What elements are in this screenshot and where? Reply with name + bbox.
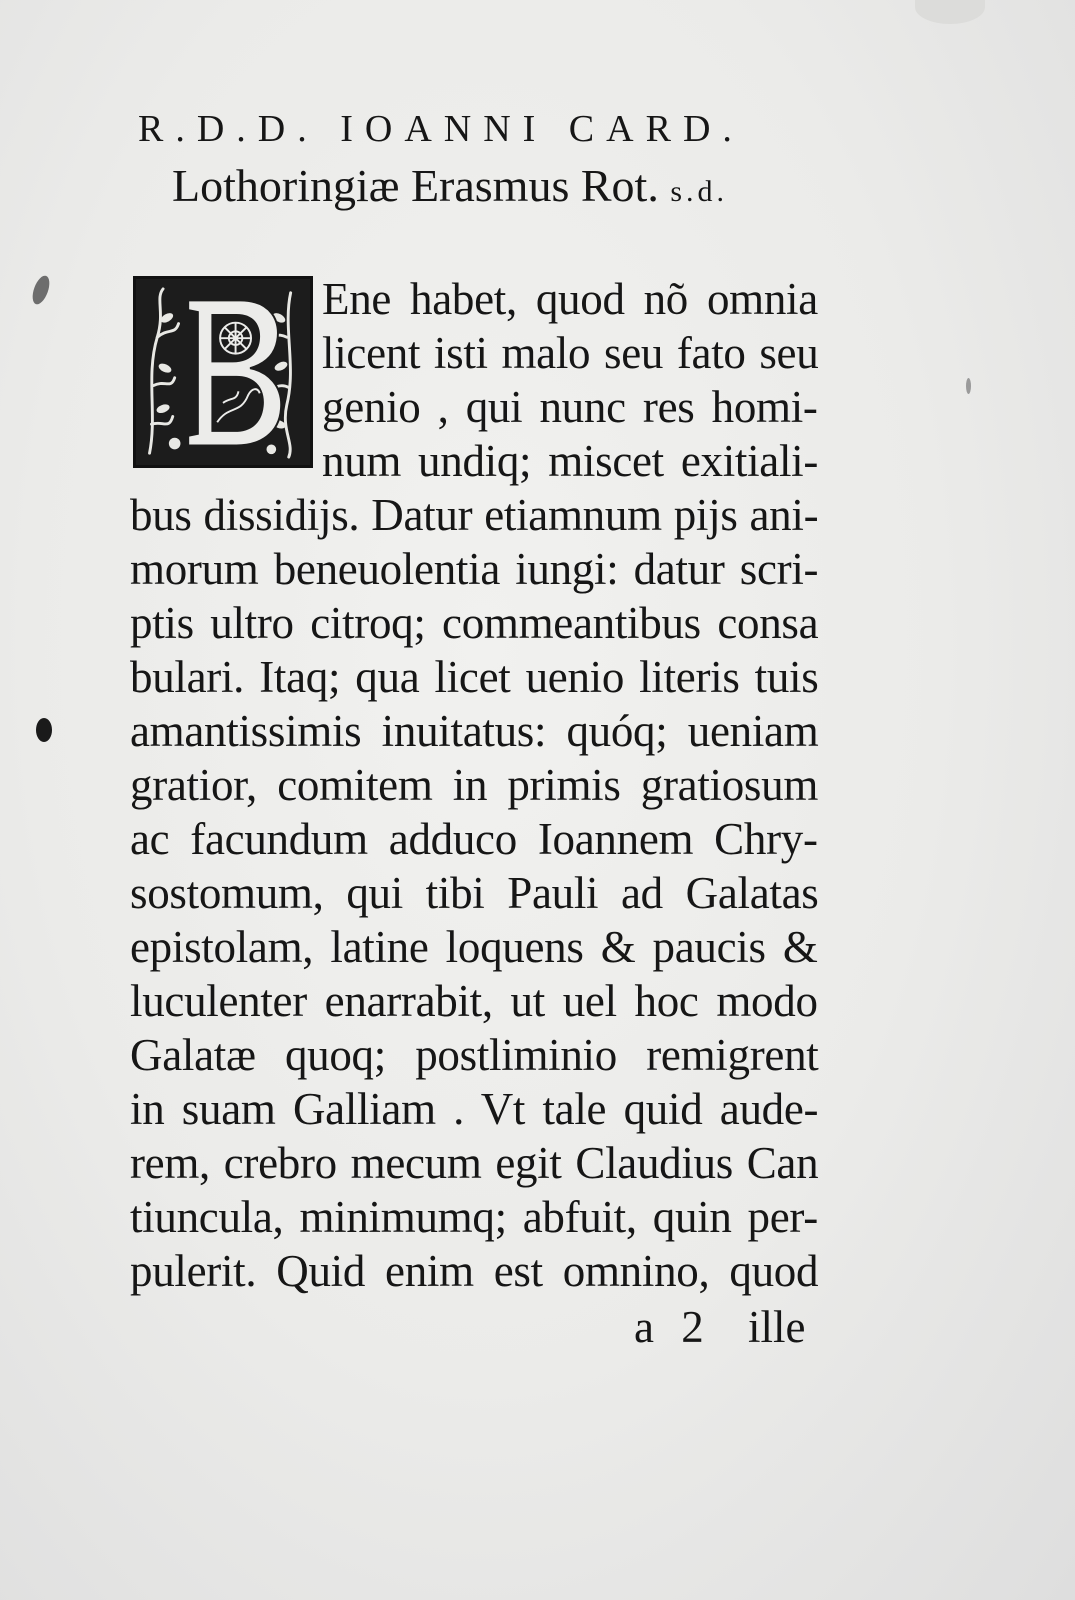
catchword: ille: [748, 1302, 806, 1352]
subheading-main: Lothoringiæ Erasmus Rot.: [172, 160, 659, 211]
text-line: in suam Galliam . Vt tale quid aude-: [130, 1084, 819, 1134]
text-line: pulerit. Quid enim est omnino, quod: [130, 1246, 819, 1296]
text-line: licent isti malo seu fato seu: [322, 328, 819, 378]
text-line: num undiq; miscet exitiali-: [322, 436, 819, 486]
signature-mark: a 2: [634, 1302, 704, 1352]
text-line: Ene habet, quod nõ omnia: [322, 274, 818, 324]
dedication-heading: R.D.D. IOANNI CARD.: [138, 108, 744, 150]
text-line: morum beneuolentia iungi: datur scri-: [130, 544, 819, 594]
text-line: bus dissidijs. Datur etiamnum pijs ani-: [130, 490, 819, 540]
text-line: epistolam, latine loquens & paucis &: [130, 922, 818, 972]
subheading-salutation: s.d.: [670, 175, 729, 208]
text-line: luculenter enarrabit, ut uel hoc modo: [130, 976, 818, 1026]
text-line: genio , qui nunc res homi-: [322, 382, 818, 432]
text-line: rem, crebro mecum egit Claudius Can: [130, 1138, 819, 1188]
text-line: tiuncula, minimumq; abfuit, quin per-: [130, 1192, 818, 1242]
text-line: Galatæ quoq; postliminio remigrent: [130, 1030, 819, 1080]
text-line: sostomum, qui tibi Pauli ad Galatas: [130, 868, 819, 918]
text-line: amantissimis inuitatus: quóq; ueniam: [130, 706, 819, 756]
text-line: bulari. Itaq; qua licet uenio literis tuis: [130, 652, 819, 702]
text-line: ptis ultro citroq; commeantibus consa: [130, 598, 819, 648]
text-line: gratior, comitem in primis gratiosum: [130, 760, 819, 810]
text-line: ac facundum adduco Ioannem Chry-: [130, 814, 818, 864]
